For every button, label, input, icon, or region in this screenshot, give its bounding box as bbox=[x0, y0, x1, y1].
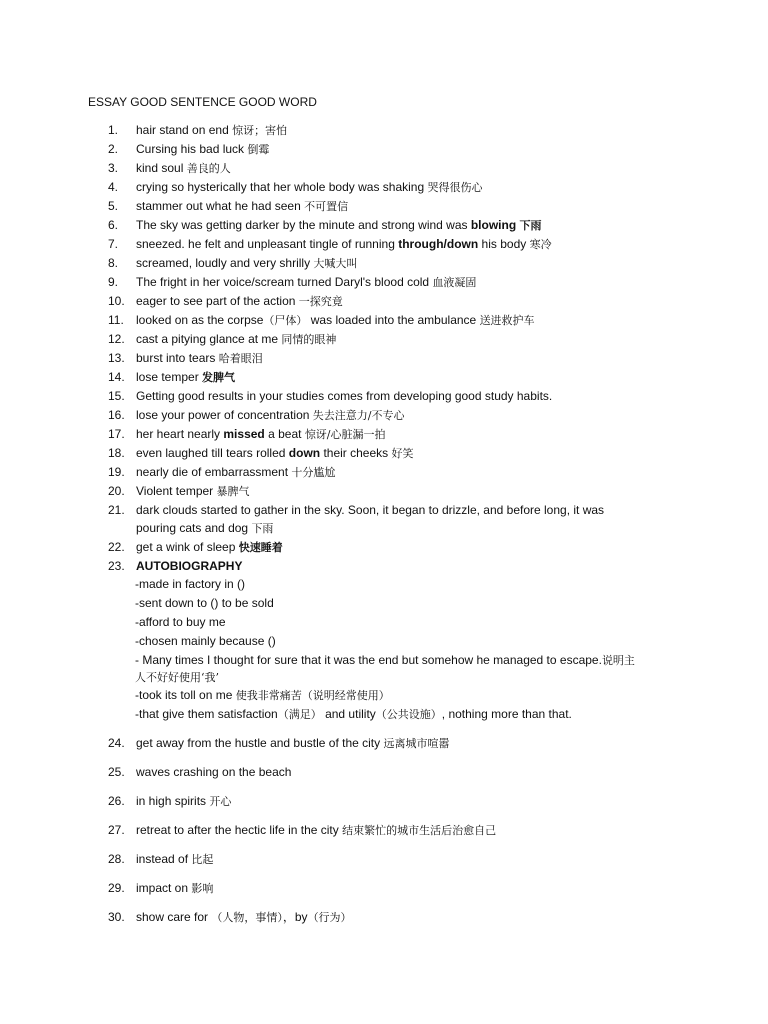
list-item: 20. Violent temper 暴脾气 bbox=[108, 484, 250, 498]
list-item-continuation: pouring cats and dog 下雨 bbox=[136, 521, 274, 535]
sub-item: -took its toll on me 使我非常痛苦（说明经常使用） bbox=[135, 688, 390, 702]
list-item: 9. The fright in her voice/scream turned Daryl's blood cold 血液凝固 bbox=[108, 275, 477, 289]
list-item: 1. hair stand on end 惊讶；害怕 bbox=[108, 123, 288, 137]
list-item: 5. stammer out what he had seen 不可置信 bbox=[108, 199, 349, 213]
list-item: 17. her heart nearly missed a beat 惊讶/心脏漏一拍 bbox=[108, 427, 386, 441]
sub-item: -sent down to () to be sold bbox=[135, 596, 274, 610]
list-item: 16. lose your power of concentration 失去注意力/不专心 bbox=[108, 408, 405, 422]
sub-item: -made in factory in () bbox=[135, 577, 246, 591]
list-item: 10. eager to see part of the action 一探究竟 bbox=[108, 294, 343, 308]
list-item: 24. get away from the hustle and bustle of the city 远离城市喧嚣 bbox=[108, 736, 450, 750]
list-item: 28. instead of 比起 bbox=[108, 852, 214, 866]
list-item: 23. AUTOBIOGRAPHY bbox=[108, 559, 243, 573]
list-item: 15. Getting good results in your studies comes from developing good study habits. bbox=[108, 389, 553, 403]
sub-item: -that give them satisfaction（满足） and utility（公共设施）, nothing more than that. bbox=[135, 707, 572, 721]
list-item: 4. crying so hysterically that her whole body was shaking 哭得很伤心 bbox=[108, 180, 483, 194]
list-item: 3. kind soul 善良的人 bbox=[108, 161, 231, 175]
list-item: 30. show care for （人物，事情），by（行为） bbox=[108, 910, 352, 924]
list-item: 13. burst into tears 哈着眼泪 bbox=[108, 351, 263, 365]
list-item: 8. screamed, loudly and very shrilly 大喊大叫 bbox=[108, 256, 358, 270]
list-item: 18. even laughed till tears rolled down their cheeks 好笑 bbox=[108, 446, 414, 460]
sub-item: -chosen mainly because () bbox=[135, 634, 276, 648]
list-item: 11. looked on as the corpse（尸体） was loaded into the ambulance 送进救护车 bbox=[108, 313, 535, 327]
sub-item: -afford to buy me bbox=[135, 615, 226, 629]
list-item: 25. waves crashing on the beach bbox=[108, 765, 292, 779]
list-item: 26. in high spirits 开心 bbox=[108, 794, 232, 808]
list-item: 2. Cursing his bad luck 倒霉 bbox=[108, 142, 270, 156]
sub-item: 人不好好使用‘我’ bbox=[135, 671, 219, 684]
list-item: 12. cast a pitying glance at me 同情的眼神 bbox=[108, 332, 337, 346]
page-title: ESSAY GOOD SENTENCE GOOD WORD bbox=[88, 95, 317, 109]
sub-item: - Many times I thought for sure that it was the end but somehow he managed to escape.说明主 bbox=[135, 653, 635, 667]
list-item: 7. sneezed. he felt and unpleasant tingle of running through/down his body 寒冷 bbox=[108, 237, 552, 251]
list-item: 21. dark clouds started to gather in the sky. Soon, it began to drizzle, and before long, it was bbox=[108, 503, 605, 517]
list-item: 27. retreat to after the hectic life in the city 结束繁忙的城市生活后治愈自己 bbox=[108, 823, 497, 837]
list-item: 29. impact on 影响 bbox=[108, 881, 214, 895]
list-item: 14. lose temper 发脾气 bbox=[108, 370, 236, 384]
list-item: 19. nearly die of embarrassment 十分尴尬 bbox=[108, 465, 336, 479]
list-item: 6. The sky was getting darker by the minute and strong wind was blowing 下雨 bbox=[108, 218, 542, 232]
list-item: 22. get a wink of sleep 快速睡着 bbox=[108, 540, 283, 554]
